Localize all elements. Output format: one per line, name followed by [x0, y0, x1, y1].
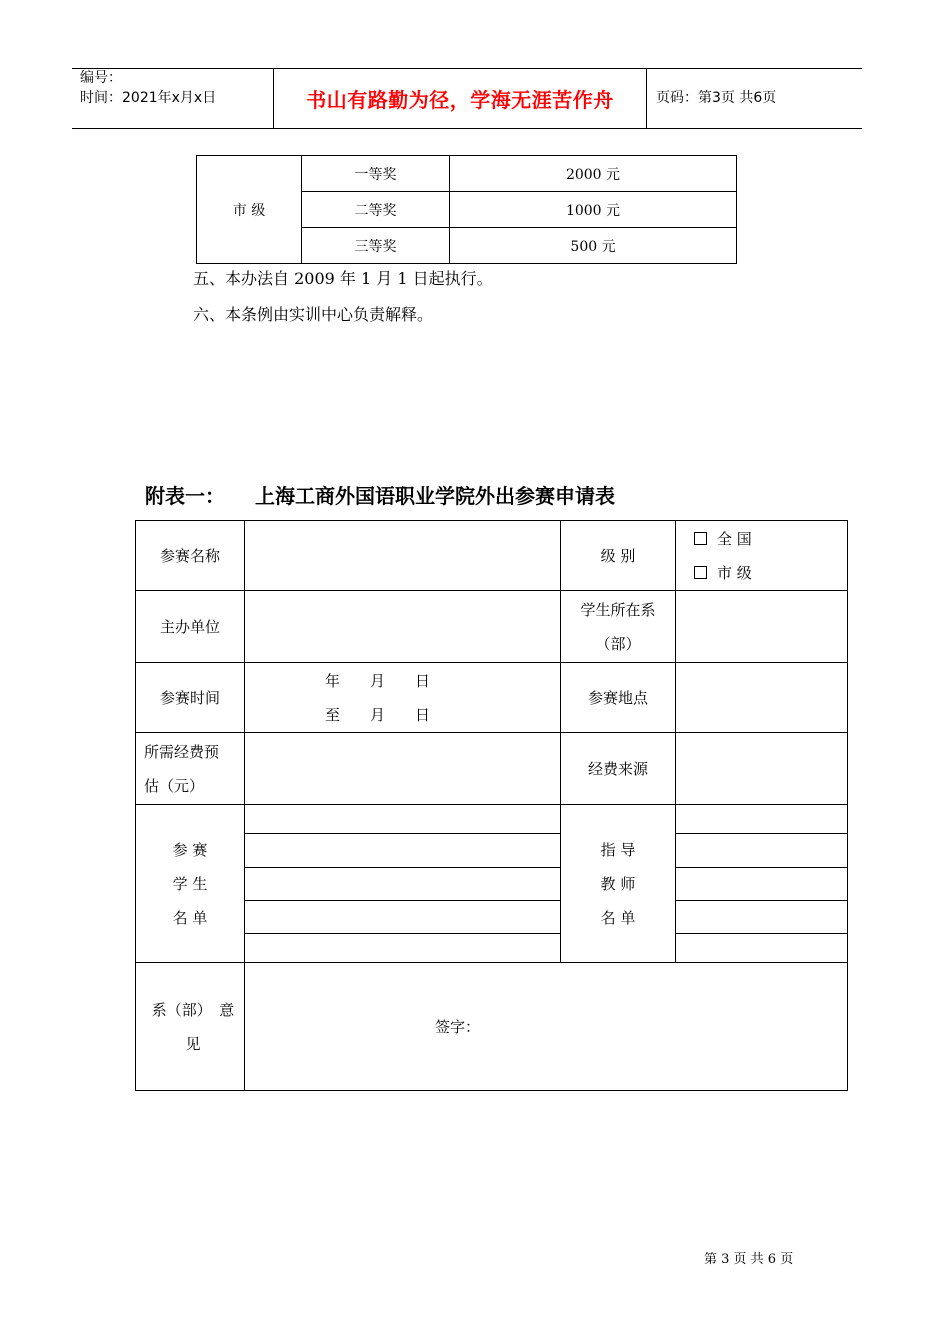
student-dept-field[interactable] — [676, 591, 848, 663]
form-row-time — [136, 663, 848, 733]
form-title-text: 上海工商外国语职业学院外出参赛申请表 — [255, 484, 615, 508]
paragraph-six: 六、本条例由实训中心负责解释。 — [193, 305, 434, 324]
teacher-entry-field[interactable] — [676, 901, 848, 934]
form-row-opinion — [136, 963, 848, 1091]
table-row — [197, 156, 737, 192]
prize-name-cell: 二等奖 — [302, 192, 450, 228]
competition-place-label: 参赛地点 — [561, 663, 676, 733]
level-option-city[interactable]: 市 级 — [694, 556, 847, 590]
student-entry-field[interactable] — [245, 868, 561, 901]
teachers-list-label: 指 导 教 师 名 单 — [561, 805, 676, 963]
competition-time-field[interactable]: 年 月 日 至 月 日 — [245, 663, 561, 733]
teacher-entry-field[interactable] — [676, 934, 848, 963]
prize-amount-cell: 2000 元 — [450, 156, 737, 192]
competition-name-field[interactable] — [245, 521, 561, 591]
form-title — [145, 480, 615, 509]
prize-amount-cell: 1000 元 — [450, 192, 737, 228]
student-entry-field[interactable] — [245, 901, 561, 934]
student-entry-field[interactable] — [245, 805, 561, 834]
student-entry-field[interactable] — [245, 934, 561, 963]
header-serial-label: 编号： — [80, 70, 122, 86]
student-entry-field[interactable] — [245, 834, 561, 868]
prize-level-cell: 市 级 — [197, 156, 302, 264]
prize-name-cell: 一等奖 — [302, 156, 450, 192]
competition-time-label: 参赛时间 — [136, 663, 245, 733]
checkbox-city[interactable] — [694, 566, 707, 579]
prize-amount-cell: 500 元 — [450, 228, 737, 264]
level-label: 级 别 — [561, 521, 676, 591]
student-dept-label: 学生所在系 （部） — [561, 591, 676, 663]
teacher-entry-field[interactable] — [676, 834, 848, 868]
form-row-host — [136, 591, 848, 663]
application-form — [135, 520, 848, 1091]
form-row-list — [136, 805, 848, 834]
department-opinion-label: 系（部） 意 见 — [136, 963, 245, 1091]
header-page-label: 页码：第3页 共6页 — [656, 90, 777, 106]
host-unit-label: 主办单位 — [136, 591, 245, 663]
signature-label: 签字： — [435, 1018, 481, 1036]
paragraph-five: 五、本办法自 2009 年 1 月 1 日起执行。 — [193, 269, 493, 288]
funding-source-label: 经费来源 — [561, 733, 676, 805]
prize-table — [196, 155, 737, 264]
prize-name-cell: 三等奖 — [302, 228, 450, 264]
header-divider-right — [646, 68, 647, 129]
cost-estimate-field[interactable] — [245, 733, 561, 805]
checkbox-national[interactable] — [694, 532, 707, 545]
form-row-name — [136, 521, 848, 591]
header-bottom-rule — [72, 128, 862, 129]
competition-name-label: 参赛名称 — [136, 521, 245, 591]
teacher-entry-field[interactable] — [676, 805, 848, 834]
department-opinion-field[interactable] — [245, 963, 848, 1091]
funding-source-field[interactable] — [676, 733, 848, 805]
host-unit-field[interactable] — [245, 591, 561, 663]
competition-place-field[interactable] — [676, 663, 848, 733]
header-top-rule — [72, 68, 862, 69]
level-options — [676, 521, 848, 591]
form-title-prefix: 附表一： — [145, 484, 225, 508]
teacher-entry-field[interactable] — [676, 868, 848, 901]
header-time-label: 时间：2021年x月x日 — [80, 90, 217, 106]
level-option-national[interactable]: 全 国 — [694, 522, 847, 556]
header-motto: 书山有路勤为径，学海无涯苦作舟 — [306, 88, 614, 112]
footer-page-number: 第 3 页 共 6 页 — [704, 1252, 794, 1267]
students-list-label: 参 赛 学 生 名 单 — [136, 805, 245, 963]
cost-estimate-label: 所需经费预 估（元） — [136, 733, 245, 805]
form-row-cost — [136, 733, 848, 805]
